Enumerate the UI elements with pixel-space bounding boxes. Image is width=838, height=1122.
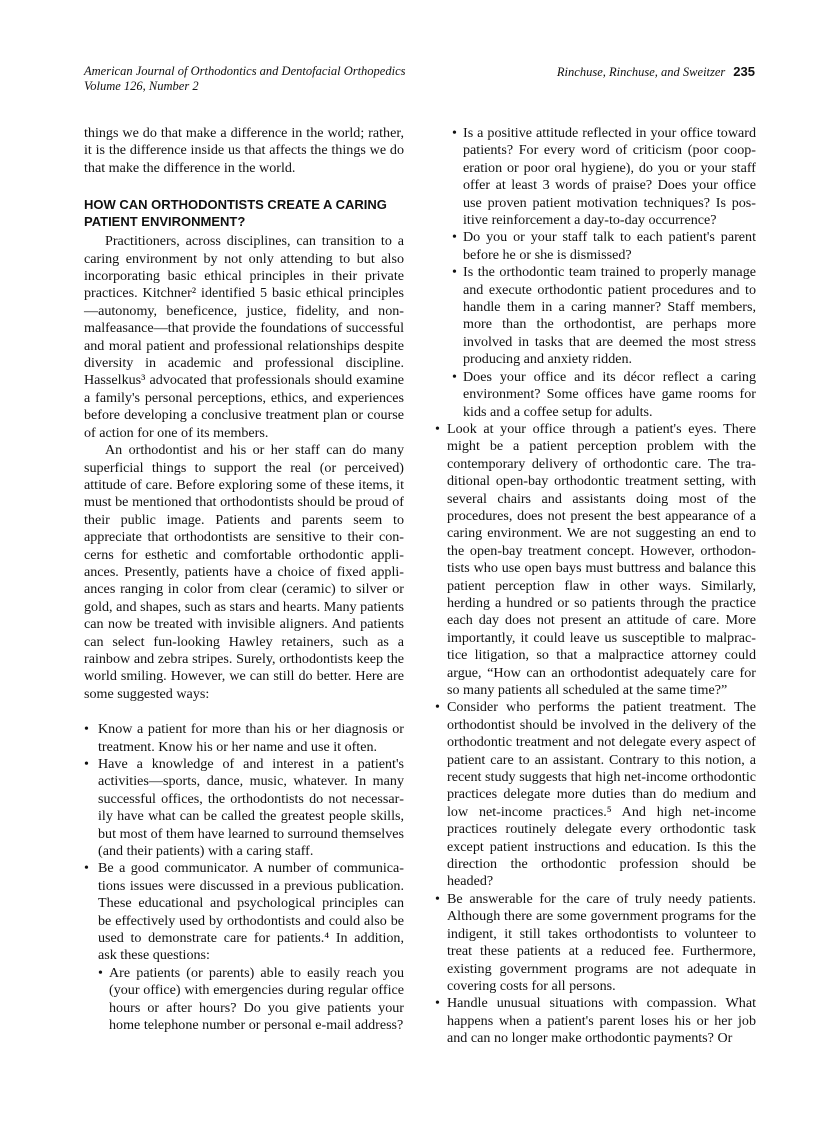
list-item: • Handle unusual situations with compassion. What happens when a patient's parent loses his or her job and can no longer make orthodontic payments? Or [435,995,756,1047]
paragraph: things we do that make a difference in the world; rather, it is the difference inside us that affects the things we do that make the difference in the world. [84,125,404,176]
list-item: • Look at your office through a patient's eyes. There might be a patient perception problem with the contemporary delivery of orthodontic care. The traditional open-bay orthodontic treatment setting, with several chairs and assistants doing most of the procedures, does not present the best appearance of a caring environment. We are not suggesting an end to the open-bay treatment concept. However, orthodontists who use open bays must buttress and balance this patient perception flaw in other ways. Similarly, herding a hundred or so patients through the practice each day does not present an attitude of care. More importantly, it could leave us susceptible to malpractice litigation, so that a malpractice attorney could argue, “How can an orthodontist adequately care for so many patients all scheduled at the same time?” [435,421,756,700]
left-column [84,125,404,1035]
list-item: • Are patients (or parents) able to easily reach you (your office) with emergencies during regular office hours or after hours? Do you give patients your home telephone number or personal e-mail address? [98,965,404,1035]
right-column [435,125,756,1048]
journal-title: American Journal of Orthodontics and Dentofacial Orthopedics [84,64,406,78]
journal-volume: Volume 126, Number 2 [84,79,199,93]
list-item: • Have a knowledge of and interest in a patient's activities—sports, dance, music, whatever. In many successful offices, the orthodontists do not necessarily have what can be called the greatest people skills, but most of them have learned to surround themselves (and their patients) with a caring staff. [84,756,404,860]
section-heading: HOW CAN ORTHODONTISTS CREATE A CARING PATIENT ENVIRONMENT? [84,197,387,230]
authors: Rinchuse, Rinchuse, and Sweitzer [556,65,726,79]
list-item: • Be answerable for the care of truly needy patients. Although there are some government programs for the indigent, it still takes orthodontists to volunteer to treat these patients at a reduced fee. Furthermore, existing government programs are not adequate in covering costs for all persons. [435,891,756,995]
list-item: • Does your office and its décor reflect a caring environment? Some offices have game rooms for kids and a coffee setup for adults. [452,369,756,421]
list-item: • Is the orthodontic team trained to properly manage and execute orthodontic patient procedures and to handle them in a caring manner? Staff members, more than the orthodontist, are perhaps more involved in tasks that are deemed the most stress producing and anxiety ridden. [452,264,756,368]
list-item: • Do you or your staff talk to each patient's parent before he or she is dismissed? [452,229,756,264]
list-item: • Is a positive attitude reflected in your office toward patients? For every word of criticism (poor cooperation or poor oral hygiene), do you or your staff offer at least 3 words of praise? Does your office use proven patient motivation techniques? Is positive reinforcement a day-to-day occurrence? [452,125,756,229]
list-item: • Know a patient for more than his or her diagnosis or treatment. Know his or her name and use it often. [84,721,404,756]
bullet-list [435,421,756,1048]
paragraph: Practitioners, across disciplines, can transition to a caring environment by not only attending to but also incorporating basic ethical principles in their private practices. Kitchner² identified 5 basic ethical principles—autonomy, beneficence, justice, fidelity, and nonmalfeasance—that provide the foundations of successful and moral patient and professional relationships despite diversity in academic and professional discipline. Hasselkus³ advocated that professionals should examine a family's personal perceptions, ethics, and experiences before developing a conclusive treatment plan or course of action for one of its members. [84,233,404,441]
list-item: • Consider who performs the patient treatment. The orthodontist should be involved in the delivery of the orthodontic treatment and not delegate every aspect of patient care to an assistant. Contrary to this notion, a recent study suggests that high net-income orthodontic practices delegate more duties than do medium and low net-income practices.⁵ And high net-income practices routinely delegate every orthodontic task except patient instructions and education. Is this the direction the orthodontic profession should be headed? [435,699,756,890]
running-header-left [84,64,406,94]
list-item [84,860,404,1034]
page-number: 235 [733,64,755,79]
running-header-right [557,64,755,80]
bullet-list [84,721,404,1034]
paragraph: An orthodontist and his or her staff can do many superficial things to support the real (or perceived) attitude of care. Before exploring some of these items, it must be mentioned that orthodontists should be proud of their public image. Patients and parents seem to appreciate that orthodontists are sensitive to their concerns for esthetic and comfortable orthodontic appliances. Presently, patients have a choice of fixed appliances ranging in color from clear (ceramic) to silver or gold, and shapes, such as stars and hearts. Many patients can now be treated with invisible aligners. And patients can select fun-looking Hawley retainers, such as a rainbow and zebra stripes. Surely, orthodontists keep the world smiling. However, we can still do better. Here are some suggested ways: [84,442,404,702]
sub-bullet-list [98,965,404,1035]
sub-bullet-list [452,125,756,421]
list-item-text: Be a good communicator. A number of communications issues were discussed in a previous publication. These educational and psychological principles can be effectively used by orthodontists and could also be used to demonstrate care for patients.⁴ In addition, ask these questions: [98,860,404,964]
